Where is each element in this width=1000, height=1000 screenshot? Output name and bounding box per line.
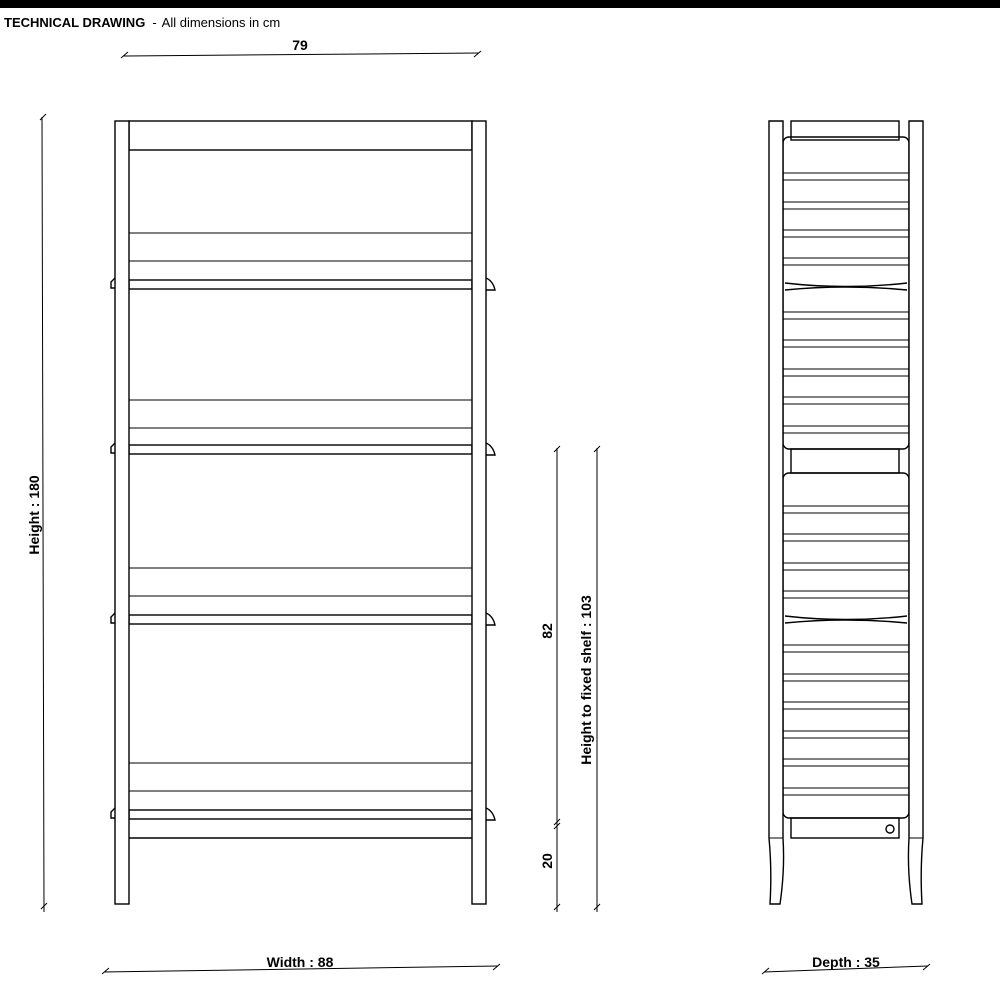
dim-label-width: Width : 88 <box>266 954 334 970</box>
side-view <box>769 121 923 904</box>
front-view <box>111 121 495 904</box>
dim-label-depth: Depth : 35 <box>812 954 880 970</box>
back-post <box>908 121 923 904</box>
shelf-2 <box>129 400 472 454</box>
dim-label-79: 79 <box>292 37 308 53</box>
drawing-subtitle: All dimensions in cm <box>161 15 281 30</box>
right-upright <box>472 121 486 904</box>
dim-label-height-to-fixed-shelf: Height to fixed shelf : 103 <box>578 595 594 765</box>
dim-label-height: Height : 180 <box>26 475 42 555</box>
header-separator: - <box>152 15 157 30</box>
lower-module <box>783 473 909 818</box>
fixing-screw-icon <box>886 825 894 833</box>
drawing-title: TECHNICAL DRAWING <box>4 15 146 30</box>
left-upright <box>115 121 129 904</box>
upper-module <box>783 137 909 449</box>
front-post <box>769 121 784 904</box>
shelf-clips <box>111 278 495 820</box>
dim-label-82: 82 <box>539 623 555 639</box>
top-board <box>129 121 472 150</box>
shelf-1 <box>129 233 472 289</box>
shelf-4 <box>129 763 472 838</box>
shelf-3 <box>129 568 472 624</box>
dim-label-20: 20 <box>539 853 555 869</box>
